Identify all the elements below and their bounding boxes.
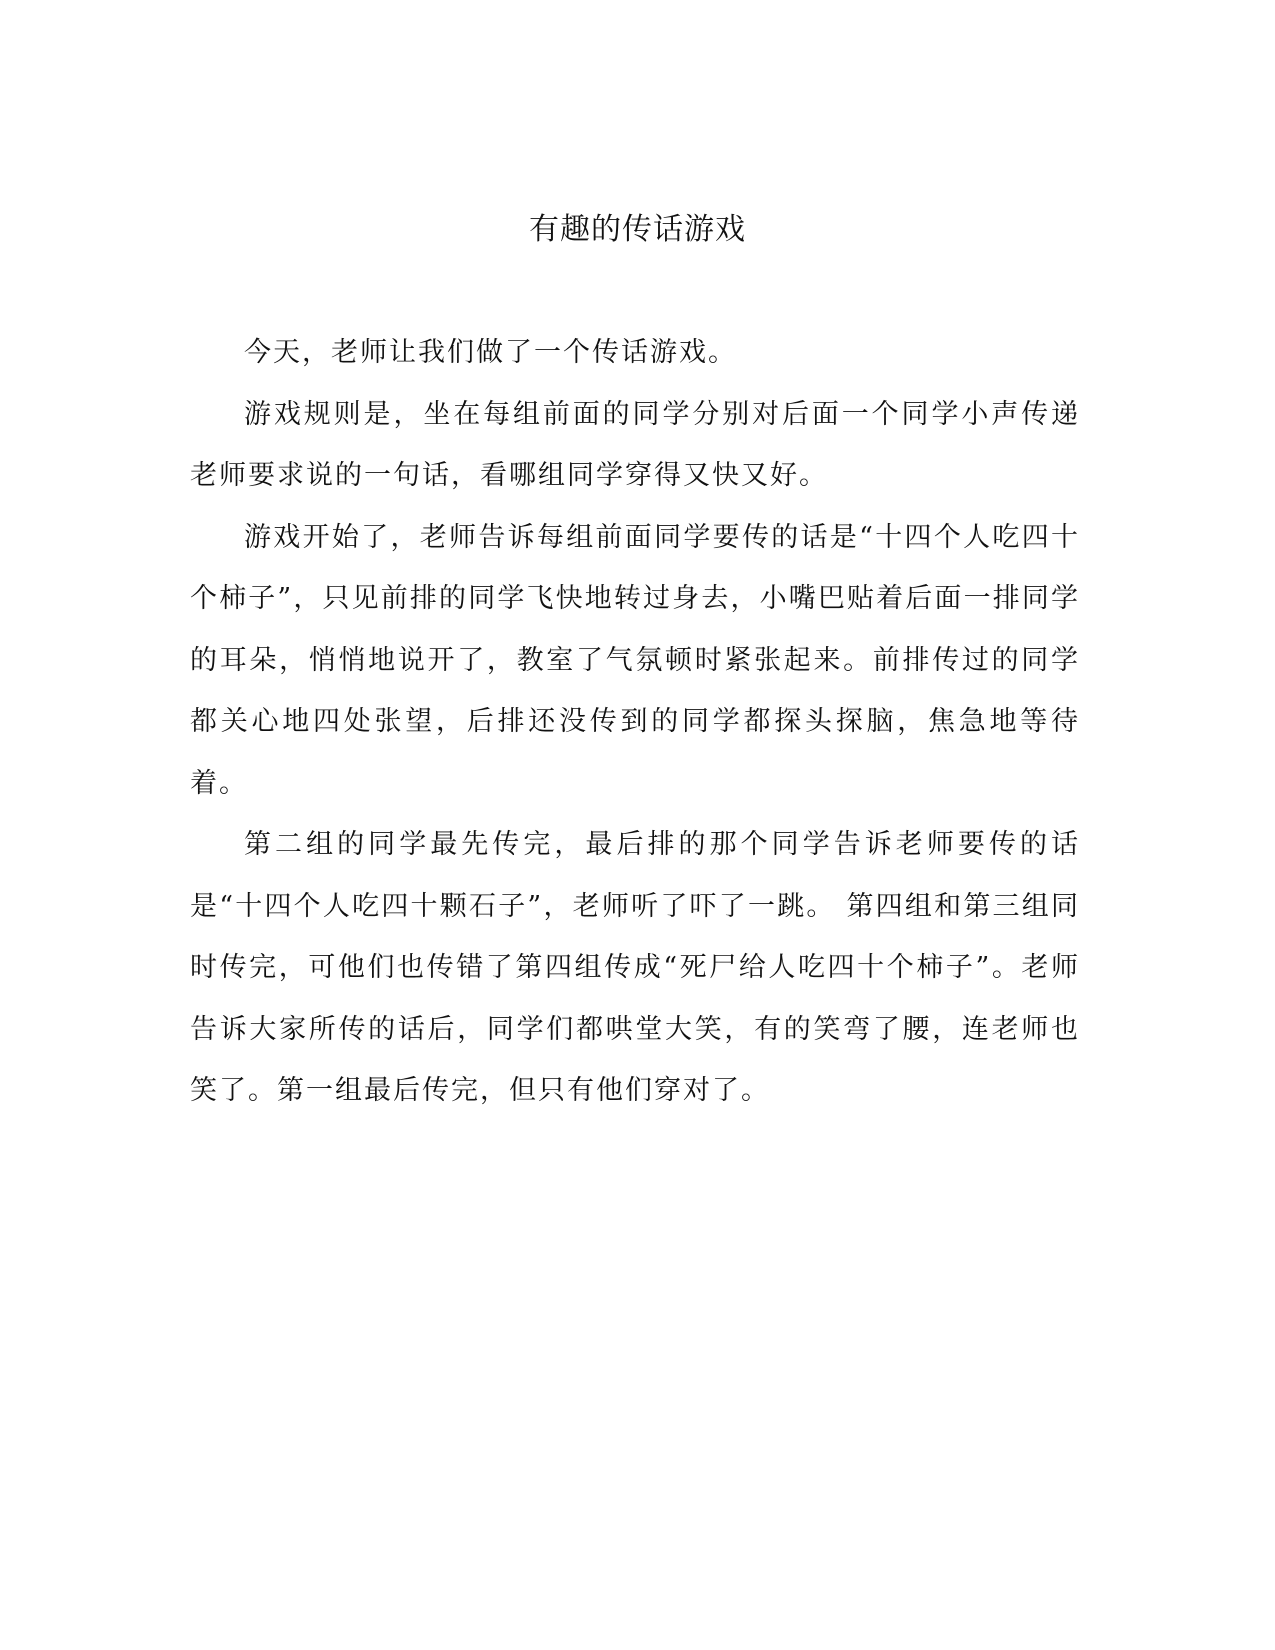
- paragraph-4: 第二组的同学最先传完，最后排的那个同学告诉老师要传的话是“十四个人吃四十颗石子”，老师听了吓了一跳。 第四组和第三组同时传完，可他们也传错了第四组传成“死尸给人吃四十个柿子”。老师告诉大家所传的话后，同学们都哄堂大笑，有的笑弯了腰，连老师也笑了。第一组最后传完，但只有他们穿对了。: [190, 829, 1080, 1106]
- paragraph-3: 游戏开始了，老师告诉每组前面同学要传的话是“十四个人吃四十个柿子”，只见前排的同学飞快地转过身去，小嘴巴贴着后面一排同学的耳朵，悄悄地说开了，教室了气氛顿时紧张起来。前排传过的同学都关心地四处张望，后排还没传到的同学都探头探脑，焦急地等待着。: [190, 521, 1080, 799]
- document-title: 有趣的传话游戏: [529, 212, 746, 247]
- document-body: [190, 322, 1080, 1122]
- paragraph-2: 游戏规则是，坐在每组前面的同学分别对后面一个同学小声传递老师要求说的一句话，看哪组同学穿得又快又好。: [190, 398, 1080, 491]
- paragraph-1: 今天，老师让我们做了一个传话游戏。: [244, 337, 737, 368]
